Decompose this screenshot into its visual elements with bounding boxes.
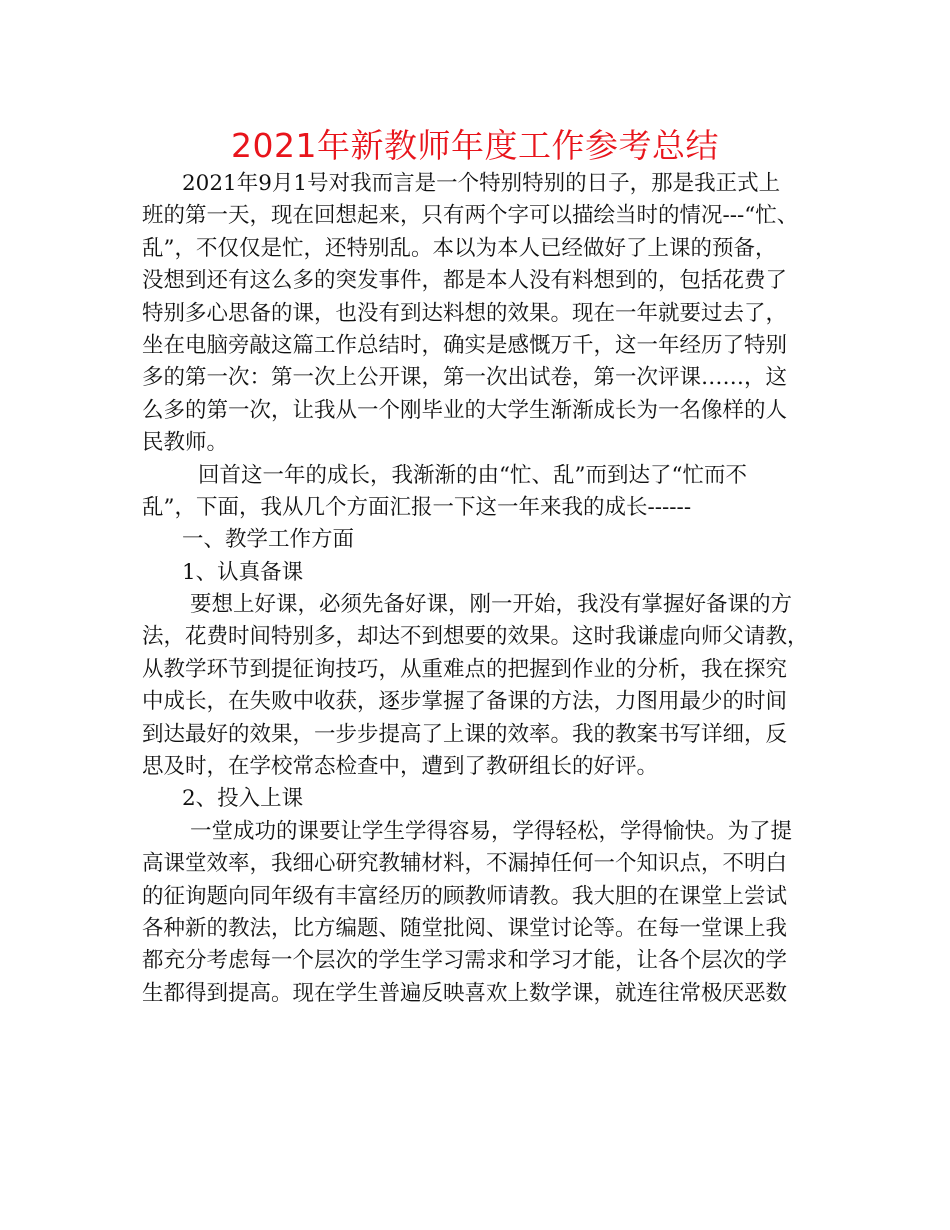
paragraph-line: 没想到还有这么多的突发事件，都是本人没有料想到的，包括花费了	[142, 268, 788, 294]
paragraph-line: 法，花费时间特别多，却达不到想要的效果。这时我谦虚向师父请教，	[142, 624, 809, 650]
paragraph-line: 多的第一次：第一次上公开课，第一次出试卷，第一次评课……，这	[142, 365, 788, 391]
document-title: 2021年新教师年度工作参考总结	[231, 126, 719, 165]
paragraph-line: 特别多心思备的课，也没有到达料想的效果。现在一年就要过去了，	[142, 300, 788, 326]
paragraph-line: 到达最好的效果，一步步提高了上课的效率。我的教案书写详细，反	[142, 721, 788, 747]
subsection-heading: 2、投入上课	[182, 786, 304, 812]
paragraph-line: 高课堂效率，我细心研究教辅材料，不漏掉任何一个知识点，不明白	[142, 851, 788, 877]
paragraph-line: 坐在电脑旁敲这篇工作总结时，确实是感慨万千，这一年经历了特别	[142, 332, 788, 358]
paragraph-line: 各种新的教法，比方编题、随堂批阅、课堂讨论等。在每一堂课上我	[142, 915, 788, 941]
paragraph-line: 一堂成功的课要让学生学得容易，学得轻松，学得愉快。为了提	[190, 818, 793, 844]
paragraph-line: 2021年9月1号对我而言是一个特别特别的日子，那是我正式上	[182, 171, 781, 196]
paragraph-line: 思及时，在学校常态检查中，遭到了教研组长的好评。	[142, 754, 659, 780]
paragraph-line: 民教师。	[142, 430, 229, 456]
paragraph-line: 都充分考虑每一个层次的学生学习需求和学习才能，让各个层次的学	[142, 948, 788, 974]
paragraph-line: 回首这一年的成长，我渐渐的由“忙、乱”而到达了“忙而不	[198, 462, 747, 488]
paragraph-line: 生都得到提高。现在学生普遍反映喜欢上数学课，就连往常极厌恶数	[142, 980, 788, 1006]
paragraph-line: 班的第一天，现在回想起来，只有两个字可以描绘当时的情况---“忙、	[142, 203, 799, 229]
paragraph-line: 么多的第一次，让我从一个刚毕业的大学生渐渐成长为一名像样的人	[142, 397, 788, 423]
paragraph-line: 乱”，下面，我从几个方面汇报一下这一年来我的成长------	[142, 494, 692, 520]
paragraph-line: 从教学环节到提征询技巧，从重难点的把握到作业的分析，我在探究	[142, 656, 788, 682]
section-heading: 一、教学工作方面	[182, 527, 355, 553]
paragraph-line: 的征询题向同年级有丰富经历的顾教师请教。我大胆的在课堂上尝试	[142, 883, 788, 909]
subsection-heading: 1、认真备课	[182, 559, 304, 585]
paragraph-line: 要想上好课，必须先备好课，刚一开始，我没有掌握好备课的方	[190, 592, 793, 618]
document-body	[142, 168, 814, 1010]
paragraph-line: 中成长，在失败中收获，逐步掌握了备课的方法，力图用最少的时间	[142, 689, 788, 715]
paragraph-line: 乱”，不仅仅是忙，还特别乱。本以为本人已经做好了上课的预备，	[142, 235, 777, 261]
